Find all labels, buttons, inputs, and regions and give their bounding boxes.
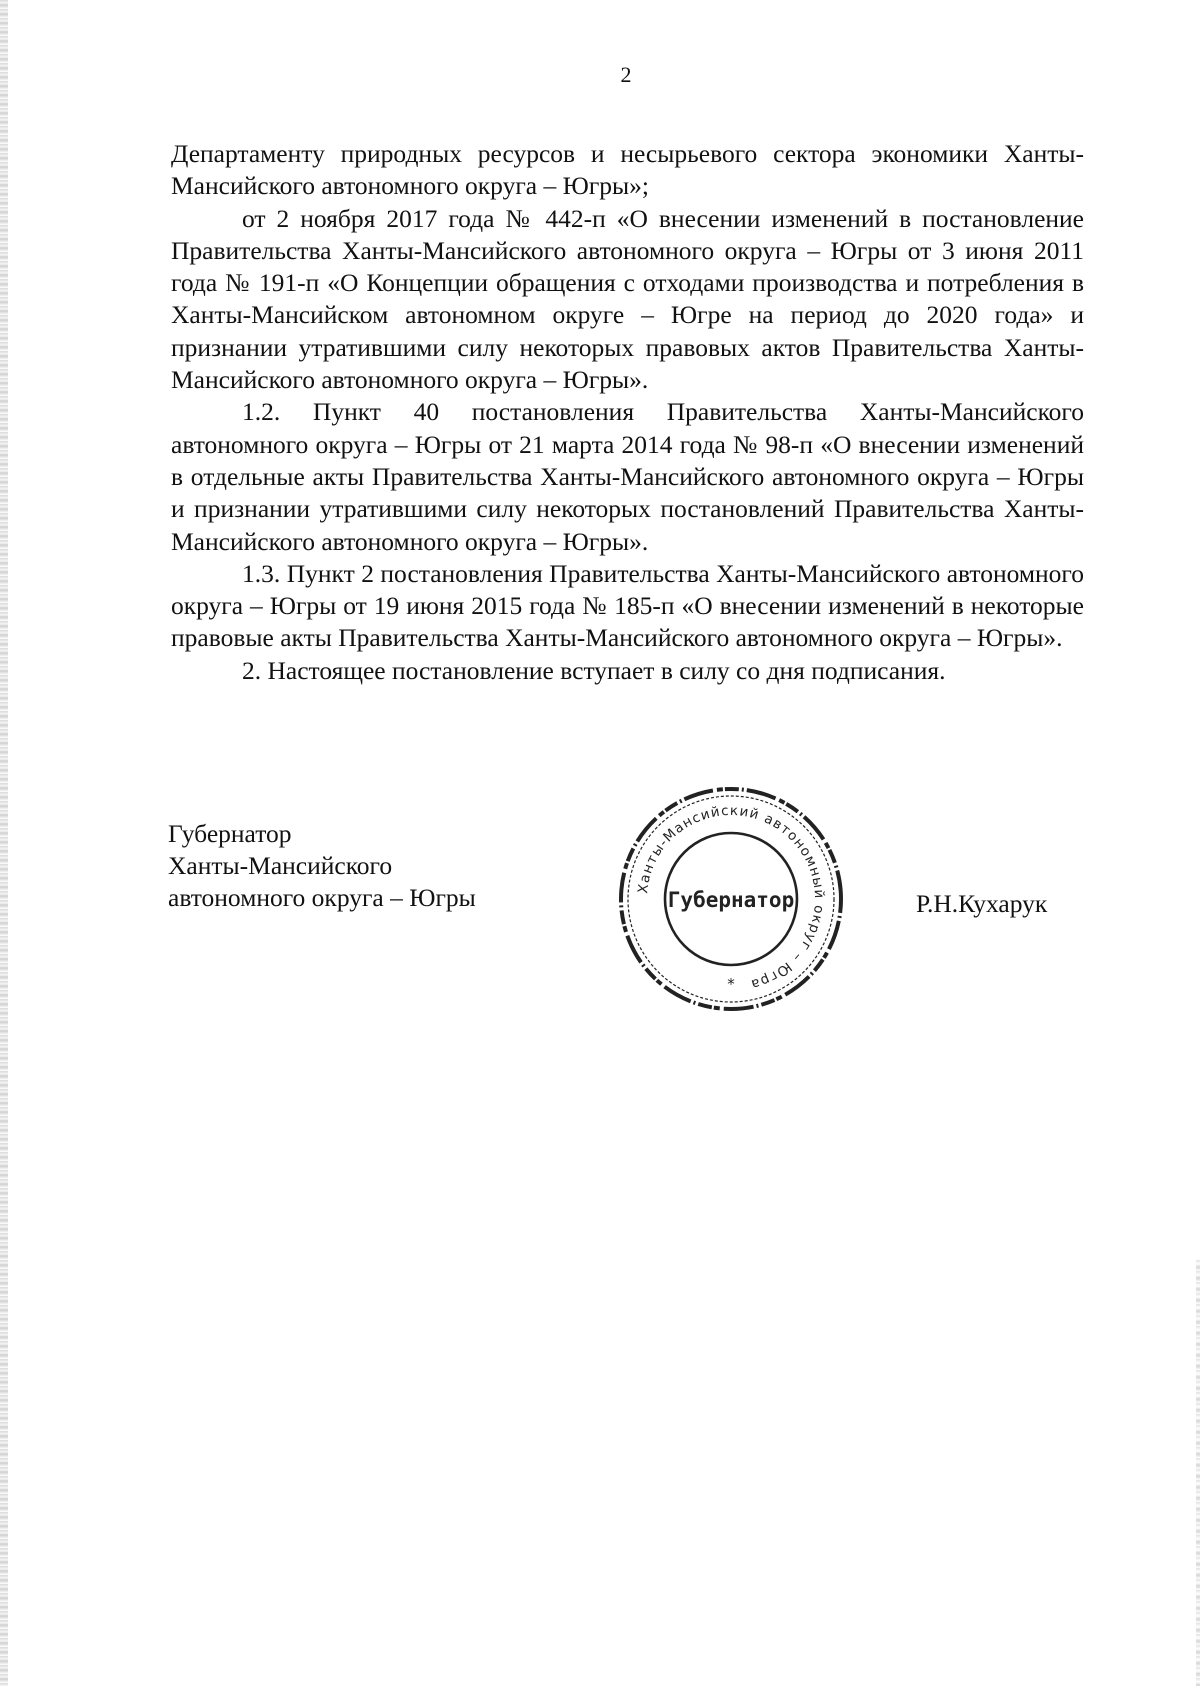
scan-edge-left (0, 0, 8, 1686)
signature-title (168, 818, 476, 914)
document-body (171, 138, 1084, 687)
paragraph-clause-1-2: 1.2. Пункт 40 постановления Правительства Ханты-Мансийского автономного округа – Югры от 21 марта 2014 года № 98-п «О внесении изменений в отдельные акты Правительства Ханты-Мансийского автономного округа – Югры и признании утратившими силу некоторых постановлений Правительства Ханты-Мансийского автономного округа – Югры». (171, 397, 1084, 556)
signature-title-line: автономного округа – Югры (168, 883, 476, 912)
stamp-center-text: Губернатор (667, 888, 795, 912)
paragraph-clause-2: 2. Настоящее постановление вступает в силу со дня подписания. (242, 655, 946, 685)
stamp-ring-text: Ханты-Мансийский автономный округ – Югра (635, 802, 828, 993)
paragraph-resolution-442: от 2 ноября 2017 года № 442-п «О внесении изменений в постановление Правительства Ханты-Мансийского автономного округа – Югры от 3 июня 2011 года № 191-п «О Концепции обращения с отходами производства и потребления в Ханты-Мансийском автономном округе – Югре на период до 2020 года» и признании утратившими силу некоторых правовых актов Правительства Ханты-Мансийского автономного округа – Югры». (171, 203, 1084, 395)
page-number: 2 (620, 62, 632, 87)
signer-name: Р.Н.Кухарук (916, 889, 1048, 918)
signature-title-line: Губернатор (168, 819, 292, 848)
scan-edge-right (1196, 1260, 1200, 1686)
stamp-star: * (727, 975, 735, 993)
signature-title-line: Ханты-Мансийского (168, 851, 393, 880)
official-seal-stamp (615, 783, 847, 1015)
paragraph-clause-1-3: 1.3. Пункт 2 постановления Правительства Ханты-Мансийского автономного округа – Югры от 19 июня 2015 года № 185-п «О внесении изменений в некоторые правовые акты Правительства Ханты-Мансийского автономного округа – Югры». (171, 558, 1084, 653)
paragraph-continuation: Департаменту природных ресурсов и несырьевого сектора экономики Ханты-Мансийского автономного округа – Югры»; (171, 139, 1084, 201)
